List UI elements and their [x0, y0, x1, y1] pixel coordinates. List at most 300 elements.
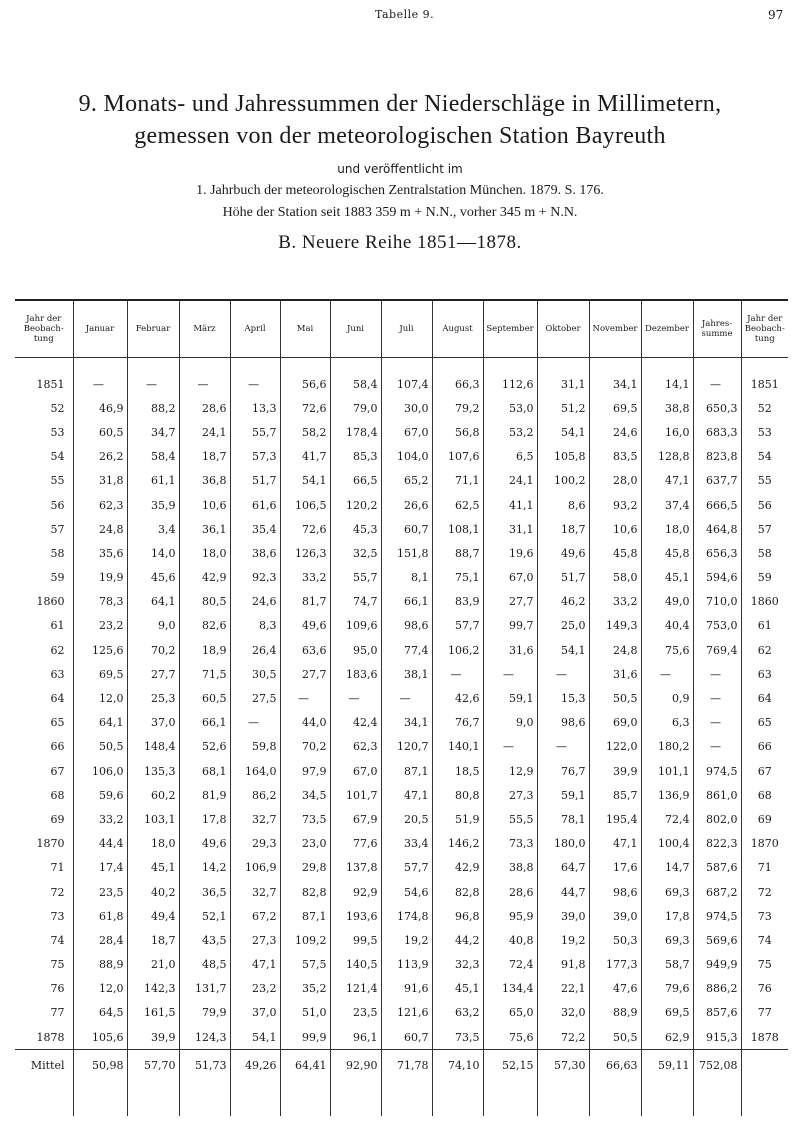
value-cell: 58,7	[641, 953, 693, 977]
table-row	[15, 566, 788, 590]
spacer-cell	[179, 358, 230, 373]
value-cell: 79,9	[179, 1001, 230, 1025]
value-cell: 96,8	[432, 904, 483, 928]
value-cell: 73,3	[483, 832, 537, 856]
value-cell: 12,9	[483, 759, 537, 783]
value-cell: 43,5	[179, 928, 230, 952]
tail-row	[15, 1080, 788, 1116]
value-cell: 17,6	[589, 856, 641, 880]
spacer-cell	[127, 358, 179, 373]
value-cell: 67,2	[230, 904, 280, 928]
tail-cell	[230, 1080, 280, 1116]
value-cell: 51,9	[432, 807, 483, 831]
value-cell: 104,0	[381, 445, 432, 469]
value-cell: 73,5	[280, 807, 330, 831]
value-cell: 27,3	[230, 928, 280, 952]
year-cell: 1878	[36, 1030, 65, 1044]
value-cell: 67,0	[330, 759, 381, 783]
tail-cell	[15, 1080, 73, 1116]
table-row	[15, 493, 788, 517]
value-cell: 67,0	[381, 420, 432, 444]
value-cell: —	[693, 372, 741, 396]
value-cell: 124,3	[179, 1025, 230, 1050]
value-cell: 95,0	[330, 638, 381, 662]
value-cell: 38,1	[381, 662, 432, 686]
value-cell: 69,5	[589, 396, 641, 420]
value-cell: 18,0	[641, 517, 693, 541]
value-cell: 98,6	[381, 614, 432, 638]
mean-cell: 50,98	[73, 1050, 127, 1081]
value-cell: 105,8	[537, 445, 589, 469]
year-cell: 68	[50, 788, 65, 802]
value-cell: 38,8	[483, 856, 537, 880]
value-cell: 24,1	[179, 420, 230, 444]
year-cell: 1870	[36, 837, 65, 851]
value-cell: 177,3	[589, 953, 641, 977]
value-cell: 41,7	[280, 445, 330, 469]
value-cell: 14,1	[641, 372, 693, 396]
value-cell: —	[483, 735, 537, 759]
value-cell: 53,0	[483, 396, 537, 420]
value-cell: 82,8	[280, 880, 330, 904]
value-cell: 44,2	[432, 928, 483, 952]
value-cell: —	[73, 372, 127, 396]
subtitle-line-4: 1. Jahrbuch der meteorologischen Zentralstation München. 1879. S. 176.	[196, 183, 604, 198]
year-cell: 74	[50, 933, 65, 947]
year-cell: 1878	[741, 1025, 788, 1050]
value-cell: 87,1	[381, 759, 432, 783]
value-cell: 174,8	[381, 904, 432, 928]
value-cell: 31,8	[73, 469, 127, 493]
value-cell: 24,6	[589, 420, 641, 444]
value-cell: 71,5	[179, 662, 230, 686]
value-cell: 60,5	[179, 686, 230, 710]
value-cell: 83,5	[589, 445, 641, 469]
value-cell: 34,1	[381, 711, 432, 735]
value-cell: 23,5	[330, 1001, 381, 1025]
value-cell: 49,6	[537, 541, 589, 565]
spacer-cell	[280, 358, 330, 373]
column-header: Jahres-summe	[693, 300, 741, 358]
value-cell: 15,3	[537, 686, 589, 710]
tail-cell	[381, 1080, 432, 1116]
value-cell: 69,3	[641, 928, 693, 952]
year-cell: 1851	[36, 377, 65, 391]
value-cell: 78,3	[73, 590, 127, 614]
year-cell: 73	[741, 904, 788, 928]
value-cell: 51,0	[280, 1001, 330, 1025]
tail-cell	[483, 1080, 537, 1116]
year-cell: 58	[741, 541, 788, 565]
table-row	[15, 880, 788, 904]
value-cell: 57,7	[381, 856, 432, 880]
value-cell: —	[641, 662, 693, 686]
value-cell: 6,3	[641, 711, 693, 735]
mean-cell: 71,78	[381, 1050, 432, 1081]
value-cell: 65,0	[483, 1001, 537, 1025]
value-cell: 67,9	[330, 807, 381, 831]
value-cell: 120,7	[381, 735, 432, 759]
value-cell: 91,8	[537, 953, 589, 977]
page-number: 97	[768, 8, 784, 22]
year-cell: 73	[50, 909, 65, 923]
value-cell: 55,7	[230, 420, 280, 444]
value-cell: 35,4	[230, 517, 280, 541]
value-cell: 148,4	[127, 735, 179, 759]
year-cell: 67	[50, 764, 65, 778]
tail-cell	[179, 1080, 230, 1116]
value-cell: 100,4	[641, 832, 693, 856]
value-cell: 26,4	[230, 638, 280, 662]
table-row	[15, 783, 788, 807]
value-cell: 107,6	[432, 445, 483, 469]
spacer-cell	[230, 358, 280, 373]
value-cell: 99,5	[330, 928, 381, 952]
year-cell: 52	[741, 396, 788, 420]
year-cell: 63	[741, 662, 788, 686]
value-cell: 125,6	[73, 638, 127, 662]
value-cell: 71,1	[432, 469, 483, 493]
mean-cell: 49,26	[230, 1050, 280, 1081]
tail-cell	[741, 1080, 788, 1116]
value-cell: 650,3	[693, 396, 741, 420]
value-cell: 49,6	[280, 614, 330, 638]
spacer-cell	[381, 358, 432, 373]
value-cell: 47,1	[641, 469, 693, 493]
value-cell: 50,5	[73, 735, 127, 759]
value-cell: 106,2	[432, 638, 483, 662]
value-cell: 656,3	[693, 541, 741, 565]
value-cell: 27,7	[127, 662, 179, 686]
value-cell: —	[483, 662, 537, 686]
value-cell: 64,7	[537, 856, 589, 880]
value-cell: 39,9	[589, 759, 641, 783]
value-cell: 915,3	[693, 1025, 741, 1050]
value-cell: 753,0	[693, 614, 741, 638]
column-header: Januar	[73, 300, 127, 358]
value-cell: 19,2	[381, 928, 432, 952]
value-cell: 51,2	[537, 396, 589, 420]
value-cell: 25,0	[537, 614, 589, 638]
value-cell: 72,6	[280, 517, 330, 541]
value-cell: 44,4	[73, 832, 127, 856]
value-cell: 33,2	[73, 807, 127, 831]
value-cell: 76,7	[537, 759, 589, 783]
value-cell: 70,2	[127, 638, 179, 662]
year-cell: 55	[50, 474, 65, 488]
value-cell: 23,2	[73, 614, 127, 638]
value-cell: 108,1	[432, 517, 483, 541]
table-row	[15, 735, 788, 759]
year-cell: 62	[50, 643, 65, 657]
value-cell: 60,7	[381, 1025, 432, 1050]
value-cell: 82,8	[432, 880, 483, 904]
value-cell: 58,0	[589, 566, 641, 590]
value-cell: 120,2	[330, 493, 381, 517]
value-cell: 47,6	[589, 977, 641, 1001]
value-cell: 23,2	[230, 977, 280, 1001]
year-cell: 72	[741, 880, 788, 904]
year-cell: 61	[50, 619, 65, 633]
value-cell: 68,1	[179, 759, 230, 783]
table-row	[15, 541, 788, 565]
value-cell: 33,2	[589, 590, 641, 614]
column-header: Jahr der Beobach-tung	[15, 300, 73, 358]
value-cell: 121,4	[330, 977, 381, 1001]
value-cell: 101,7	[330, 783, 381, 807]
value-cell: 75,1	[432, 566, 483, 590]
value-cell: 100,2	[537, 469, 589, 493]
value-cell: 683,3	[693, 420, 741, 444]
value-cell: 99,9	[280, 1025, 330, 1050]
value-cell: 106,0	[73, 759, 127, 783]
value-cell: 55,7	[330, 566, 381, 590]
value-cell: —	[537, 735, 589, 759]
value-cell: 14,0	[127, 541, 179, 565]
value-cell: 121,6	[381, 1001, 432, 1025]
value-cell: —	[693, 686, 741, 710]
value-cell: 42,9	[432, 856, 483, 880]
value-cell: 62,3	[330, 735, 381, 759]
value-cell: 48,5	[179, 953, 230, 977]
year-cell: 72	[50, 885, 65, 899]
year-cell: 57	[50, 522, 65, 536]
table-row	[15, 977, 788, 1001]
precipitation-table-wrap	[15, 299, 788, 1112]
value-cell: 594,6	[693, 566, 741, 590]
value-cell: 42,9	[179, 566, 230, 590]
spacer-cell	[483, 358, 537, 373]
value-cell: 24,8	[73, 517, 127, 541]
column-header: Februar	[127, 300, 179, 358]
year-cell: 64	[741, 686, 788, 710]
table-row	[15, 711, 788, 735]
table-row	[15, 1025, 788, 1050]
value-cell: 802,0	[693, 807, 741, 831]
value-cell: 58,2	[280, 420, 330, 444]
column-header: Oktober	[537, 300, 589, 358]
column-header: Jahr der Beobach-tung	[741, 300, 788, 358]
value-cell: 28,4	[73, 928, 127, 952]
value-cell: 88,9	[73, 953, 127, 977]
value-cell: 61,8	[73, 904, 127, 928]
value-cell: 50,5	[589, 686, 641, 710]
value-cell: 769,4	[693, 638, 741, 662]
value-cell: 64,5	[73, 1001, 127, 1025]
value-cell: 9,0	[483, 711, 537, 735]
tail-cell	[127, 1080, 179, 1116]
value-cell: 97,9	[280, 759, 330, 783]
value-cell: 10,6	[179, 493, 230, 517]
value-cell: 106,5	[280, 493, 330, 517]
value-cell: 44,7	[537, 880, 589, 904]
value-cell: 34,7	[127, 420, 179, 444]
mean-cell: 59,11	[641, 1050, 693, 1081]
value-cell: 29,3	[230, 832, 280, 856]
value-cell: 45,3	[330, 517, 381, 541]
value-cell: 45,8	[589, 541, 641, 565]
value-cell: 47,1	[230, 953, 280, 977]
value-cell: 134,4	[483, 977, 537, 1001]
value-cell: 32,0	[537, 1001, 589, 1025]
value-cell: 687,2	[693, 880, 741, 904]
value-cell: 30,0	[381, 396, 432, 420]
table-row	[15, 396, 788, 420]
value-cell: 193,6	[330, 904, 381, 928]
value-cell: 26,6	[381, 493, 432, 517]
value-cell: 49,0	[641, 590, 693, 614]
value-cell: 54,6	[381, 880, 432, 904]
year-cell: 71	[741, 856, 788, 880]
value-cell: 112,6	[483, 372, 537, 396]
value-cell: —	[693, 662, 741, 686]
value-cell: 195,4	[589, 807, 641, 831]
value-cell: 3,4	[127, 517, 179, 541]
value-cell: 8,6	[537, 493, 589, 517]
value-cell: 23,0	[280, 832, 330, 856]
value-cell: 98,6	[537, 711, 589, 735]
year-cell: 63	[50, 667, 65, 681]
year-cell: 75	[741, 953, 788, 977]
value-cell: 46,9	[73, 396, 127, 420]
value-cell: 55,5	[483, 807, 537, 831]
value-cell: —	[537, 662, 589, 686]
year-cell: 1860	[36, 595, 65, 609]
value-cell: 62,9	[641, 1025, 693, 1050]
value-cell: 137,8	[330, 856, 381, 880]
column-header: Juli	[381, 300, 432, 358]
table-row	[15, 832, 788, 856]
title-line-1: 9. Monats- und Jahressummen der Niederschläge in Millimetern,	[78, 91, 722, 117]
value-cell: 62,3	[73, 493, 127, 517]
value-cell: 113,9	[381, 953, 432, 977]
value-cell: 949,9	[693, 953, 741, 977]
value-cell: 14,7	[641, 856, 693, 880]
spacer-cell	[537, 358, 589, 373]
value-cell: 12,0	[73, 686, 127, 710]
value-cell: 31,1	[483, 517, 537, 541]
running-head	[0, 8, 800, 28]
value-cell: 51,7	[230, 469, 280, 493]
mean-cell: 52,15	[483, 1050, 537, 1081]
year-cell: 62	[741, 638, 788, 662]
value-cell: 24,1	[483, 469, 537, 493]
value-cell: 53,2	[483, 420, 537, 444]
value-cell: 140,5	[330, 953, 381, 977]
value-cell: 464,8	[693, 517, 741, 541]
table-row	[15, 1001, 788, 1025]
value-cell: 32,7	[230, 807, 280, 831]
value-cell: 28,6	[179, 396, 230, 420]
tail-cell	[73, 1080, 127, 1116]
value-cell: 28,0	[589, 469, 641, 493]
value-cell: 77,6	[330, 832, 381, 856]
value-cell: 57,5	[280, 953, 330, 977]
value-cell: 69,5	[641, 1001, 693, 1025]
value-cell: 50,5	[589, 1025, 641, 1050]
year-cell: 59	[50, 571, 65, 585]
table-row	[15, 759, 788, 783]
value-cell: 47,1	[589, 832, 641, 856]
value-cell: 45,8	[641, 541, 693, 565]
table-row	[15, 638, 788, 662]
value-cell: 61,6	[230, 493, 280, 517]
year-cell: 56	[741, 493, 788, 517]
value-cell: 69,5	[73, 662, 127, 686]
table-row	[15, 928, 788, 952]
precipitation-table	[15, 299, 788, 1116]
year-cell: 65	[50, 716, 65, 730]
value-cell: 149,3	[589, 614, 641, 638]
value-cell: 18,0	[179, 541, 230, 565]
value-cell: 587,6	[693, 856, 741, 880]
value-cell: 26,2	[73, 445, 127, 469]
tail-cell	[432, 1080, 483, 1116]
value-cell: 12,0	[73, 977, 127, 1001]
tail-cell	[537, 1080, 589, 1116]
column-header: August	[432, 300, 483, 358]
value-cell: 88,9	[589, 1001, 641, 1025]
mean-cell: 51,73	[179, 1050, 230, 1081]
year-cell: 69	[741, 807, 788, 831]
value-cell: 36,8	[179, 469, 230, 493]
value-cell: 65,2	[381, 469, 432, 493]
value-cell: 46,2	[537, 590, 589, 614]
tail-cell	[330, 1080, 381, 1116]
value-cell: 85,7	[589, 783, 641, 807]
year-cell: 56	[50, 498, 65, 512]
table-row	[15, 614, 788, 638]
value-cell: 183,6	[330, 662, 381, 686]
value-cell: 151,8	[381, 541, 432, 565]
mean-cell: 66,63	[589, 1050, 641, 1081]
year-cell: 52	[50, 401, 65, 415]
value-cell: 74,7	[330, 590, 381, 614]
year-cell: 77	[741, 1001, 788, 1025]
table-row	[15, 372, 788, 396]
column-header: Mai	[280, 300, 330, 358]
year-cell: 71	[50, 861, 65, 875]
value-cell: 72,4	[641, 807, 693, 831]
value-cell: —	[432, 662, 483, 686]
value-cell: 103,1	[127, 807, 179, 831]
value-cell: 45,1	[432, 977, 483, 1001]
value-cell: 60,7	[381, 517, 432, 541]
value-cell: 122,0	[589, 735, 641, 759]
value-cell: 861,0	[693, 783, 741, 807]
value-cell: 45,1	[641, 566, 693, 590]
value-cell: 72,2	[537, 1025, 589, 1050]
value-cell: —	[230, 372, 280, 396]
value-cell: 80,8	[432, 783, 483, 807]
value-cell: 59,1	[537, 783, 589, 807]
mean-cell	[741, 1050, 788, 1081]
value-cell: 34,1	[589, 372, 641, 396]
value-cell: 73,5	[432, 1025, 483, 1050]
value-cell: 142,3	[127, 977, 179, 1001]
value-cell: 128,8	[641, 445, 693, 469]
value-cell: 38,8	[641, 396, 693, 420]
year-cell: 76	[50, 982, 65, 996]
value-cell: 41,1	[483, 493, 537, 517]
value-cell: 69,0	[589, 711, 641, 735]
value-cell: 78,1	[537, 807, 589, 831]
value-cell: 92,9	[330, 880, 381, 904]
value-cell: 32,7	[230, 880, 280, 904]
value-cell: 42,4	[330, 711, 381, 735]
value-cell: 40,8	[483, 928, 537, 952]
value-cell: 60,2	[127, 783, 179, 807]
